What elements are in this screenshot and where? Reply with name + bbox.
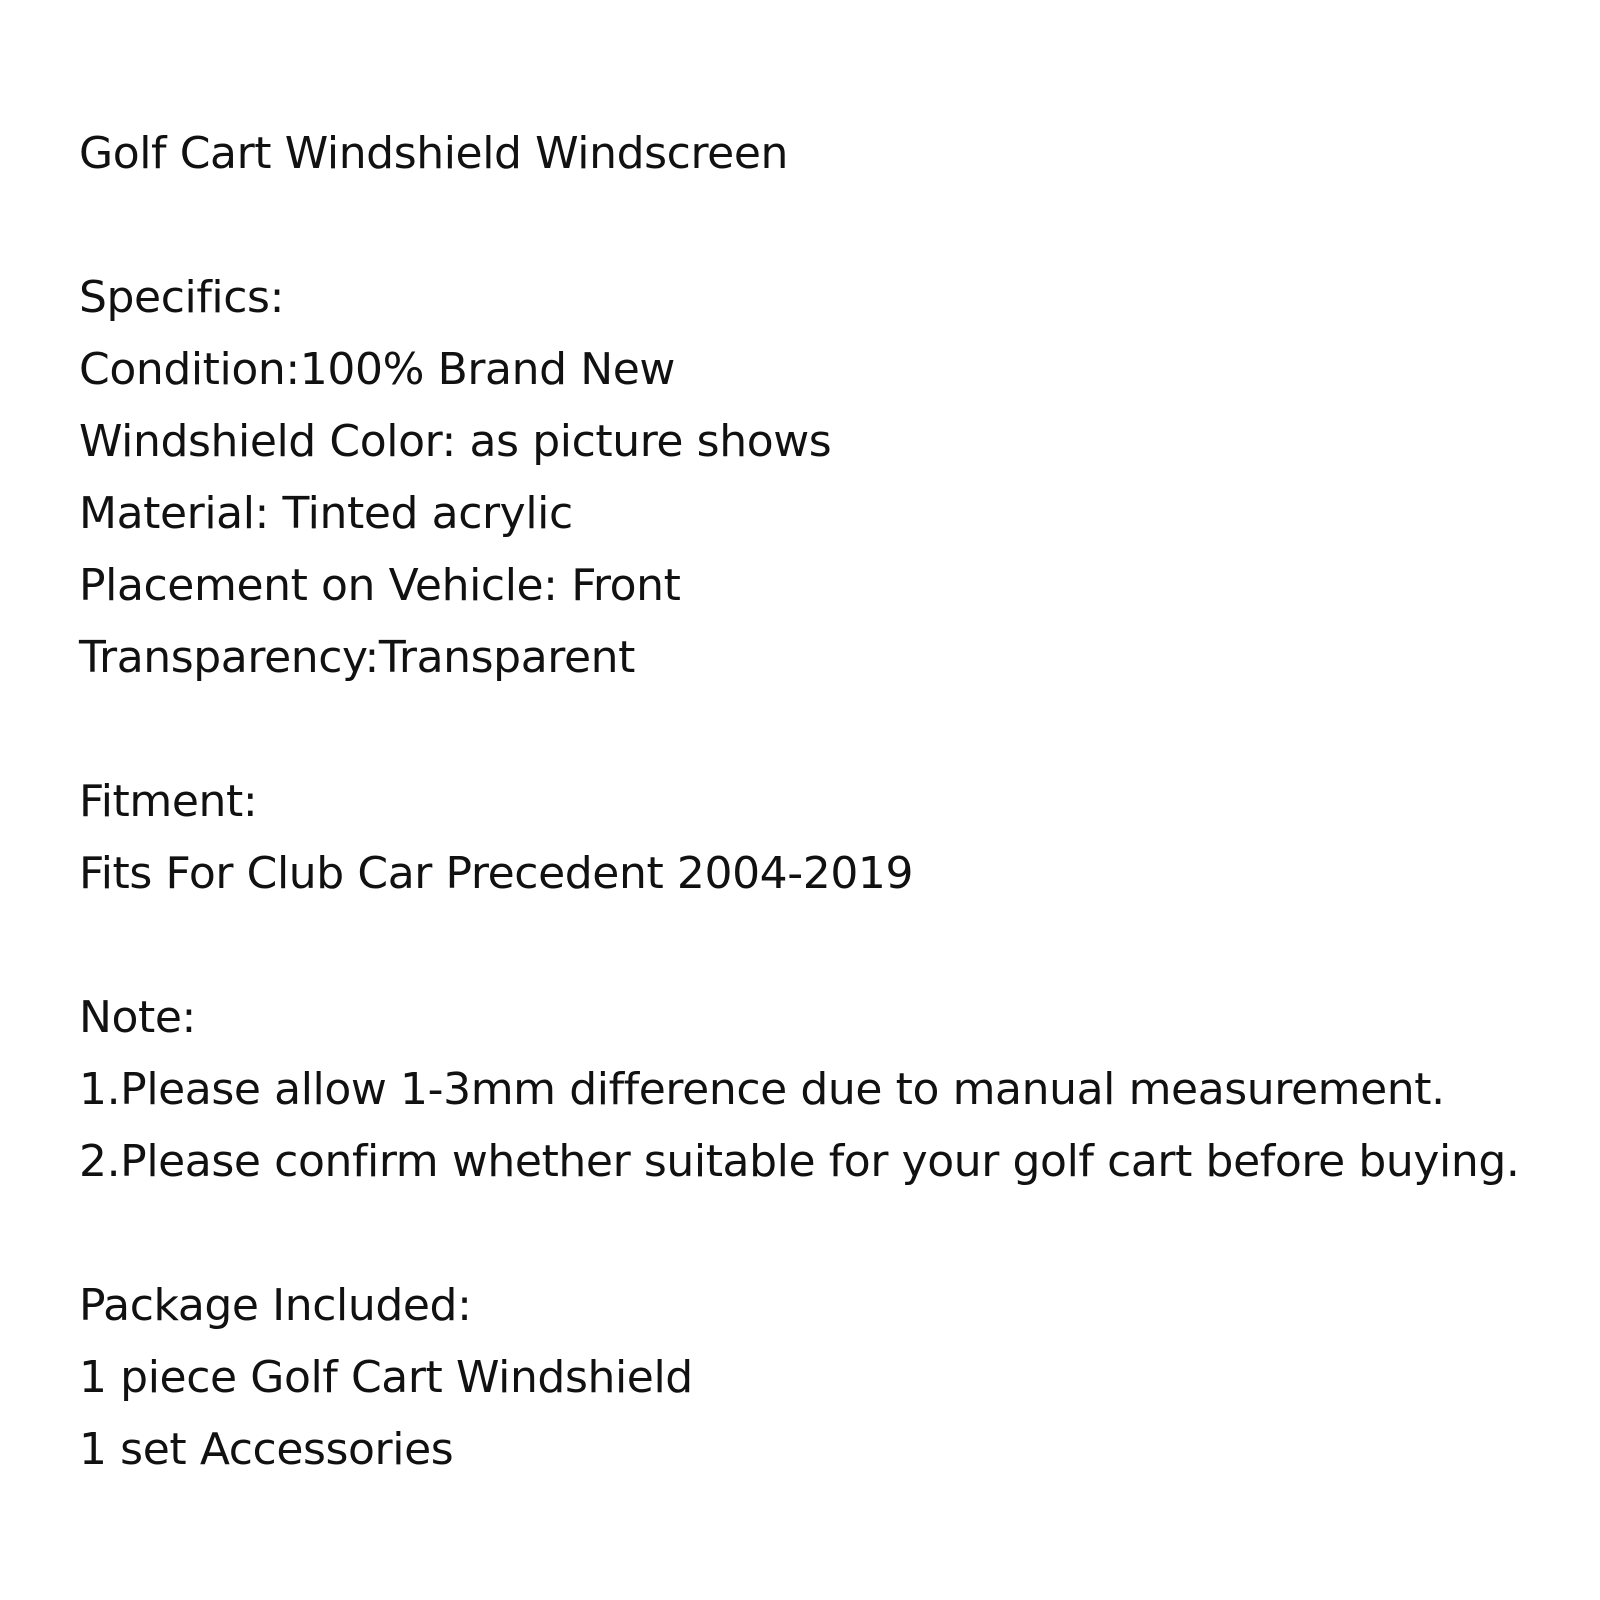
spec-transparency: Transparency:Transparent: [79, 632, 635, 683]
spacer: [79, 190, 1559, 262]
package-item-2: 1 set Accessories: [79, 1424, 454, 1475]
spec-windshield-color: Windshield Color: as picture shows: [79, 416, 832, 467]
fitment-line: Fits For Club Car Precedent 2004-2019: [79, 848, 914, 899]
package-heading: Package Included:: [79, 1280, 472, 1331]
package-item-1: 1 piece Golf Cart Windshield: [79, 1352, 693, 1403]
package-section: [79, 1270, 1559, 1486]
spacer: [79, 1198, 1559, 1270]
spec-condition: Condition:100% Brand New: [79, 344, 675, 395]
specifics-heading: Specifics:: [79, 272, 285, 323]
fitment-heading: Fitment:: [79, 776, 258, 827]
specifics-section: [79, 262, 1559, 694]
note-section: [79, 982, 1559, 1198]
spacer: [79, 694, 1559, 766]
spacer: [79, 910, 1559, 982]
document-title: Golf Cart Windshield Windscreen: [79, 128, 789, 179]
note-heading: Note:: [79, 992, 196, 1043]
product-description: [79, 118, 1559, 1486]
spec-placement: Placement on Vehicle: Front: [79, 560, 681, 611]
note-line-1: 1.Please allow 1-3mm difference due to manual measurement.: [79, 1064, 1445, 1115]
spec-material: Material: Tinted acrylic: [79, 488, 573, 539]
fitment-section: [79, 766, 1559, 910]
note-line-2: 2.Please confirm whether suitable for your golf cart before buying.: [79, 1136, 1520, 1187]
